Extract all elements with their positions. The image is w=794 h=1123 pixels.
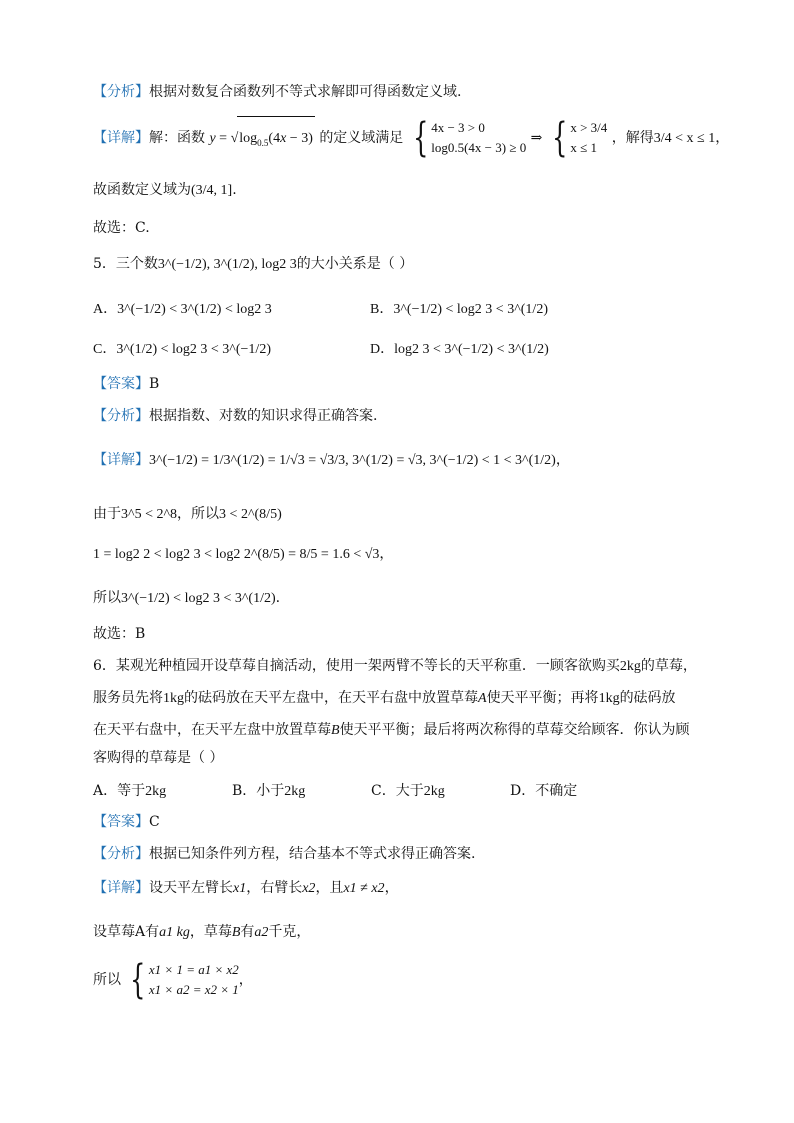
- variable: B: [331, 723, 340, 738]
- detail-text: ，解得: [611, 130, 654, 146]
- detail-line-5d: [93, 588, 280, 609]
- punctuation: .: [232, 182, 237, 198]
- detail-line-6: [93, 878, 399, 899]
- detail-line-5c: [93, 544, 393, 565]
- question-text: 的砝码放在天平左盘中，在天平右盘中放置草莓: [184, 690, 478, 706]
- punctuation: ，: [555, 452, 570, 468]
- option-text: B．小于: [232, 783, 285, 799]
- inequality: 3^(−1/2) < log2 3 < 3^(1/2): [121, 591, 276, 606]
- option-d: D．不确定: [510, 783, 578, 799]
- detail-tag: 【详解】: [93, 130, 149, 146]
- domain-interval: (3/4, 1]: [191, 183, 233, 198]
- variable: x2: [302, 881, 316, 896]
- question-5: [93, 254, 413, 275]
- analysis-tag: 【分析】: [93, 846, 149, 862]
- question-6-line-2: [93, 688, 676, 709]
- choose-line-5: 故选：B: [93, 626, 146, 642]
- option-c: [371, 780, 445, 800]
- detail-text: 设天平左臂长: [149, 880, 233, 896]
- detail-line-5: [93, 450, 570, 471]
- answer-value: B: [149, 376, 160, 392]
- implies-symbol: ⇒: [530, 130, 543, 146]
- equation: 3^(−1/2) = 1/3^(1/2) = 1/√3 = √3/3, 3^(1/2) = √3, 3^(−1/2) < 1 < 3^(1/2): [149, 453, 556, 468]
- option-text: C．大于: [371, 783, 424, 799]
- detail-text: 所以: [93, 590, 121, 606]
- inequality-system-a: { 4x − 3 > 0 log0.5(4x − 3) ≥ 0: [412, 115, 527, 161]
- choose-line-1: 故选：C.: [93, 220, 150, 236]
- analysis-line-6: [93, 844, 475, 864]
- quantity: a1 kg: [159, 925, 190, 940]
- question-6-line-1: [93, 656, 697, 677]
- detail-text: ，草莓: [189, 924, 232, 940]
- answer-line-6: [93, 812, 160, 832]
- variable: x1: [233, 881, 247, 896]
- analysis-text: 根据对数复合函数列不等式求解即可得函数定义域.: [149, 84, 462, 100]
- detail-tag: 【详解】: [93, 452, 149, 468]
- question-text: 的大小关系是（ ）: [296, 256, 414, 272]
- question-6-line-3: [93, 720, 690, 741]
- option-a: [93, 780, 166, 800]
- equation: 1 = log2 2 < log2 3 < log2 2^(8/5) = 8/5 = 1.6 < √3: [93, 547, 380, 562]
- answer-tag: 【答案】: [93, 814, 149, 830]
- quantity: 1kg: [598, 691, 620, 706]
- punctuation: ，: [379, 546, 394, 562]
- system-row: 4x − 3 > 0: [431, 120, 485, 135]
- inequality: 3^5 < 2^8: [121, 507, 178, 522]
- detail-text: ，所以: [177, 506, 220, 522]
- answer-line-5: [93, 374, 159, 394]
- punctuation: ，: [384, 880, 399, 896]
- quantity: 2kg: [423, 784, 445, 799]
- analysis-text: 根据指数、对数的知识求得正确答案.: [149, 408, 378, 424]
- option-text: A．等于: [93, 783, 146, 799]
- question-text: 的砝码放: [619, 690, 676, 706]
- option-b: B．3^(−1/2) < log2 3 < 3^(1/2): [370, 302, 548, 317]
- analysis-tag: 【分析】: [93, 84, 149, 100]
- question-text: 使天平平衡；再将: [486, 690, 599, 706]
- detail-line-1: [93, 116, 729, 161]
- option-a: A．3^(−1/2) < 3^(1/2) < log2 3: [93, 302, 272, 317]
- option-d: D．log2 3 < 3^(−1/2) < 3^(1/2): [370, 342, 549, 357]
- detail-text: 由于: [93, 506, 121, 522]
- quantity: 2kg: [284, 784, 306, 799]
- detail-tag: 【详解】: [93, 880, 149, 896]
- punctuation: ，: [715, 130, 730, 146]
- domain-line: [93, 180, 237, 201]
- detail-text: 解：函数: [149, 130, 205, 146]
- variable: a2: [254, 925, 269, 940]
- system-row: x1 × 1 = a1 × x2: [148, 962, 239, 977]
- solution-range: 3/4 < x ≤ 1: [653, 131, 716, 146]
- quantity: 2kg: [619, 659, 641, 674]
- question-text: 5．三个数: [93, 256, 158, 272]
- question-text: 在天平右盘中，在天平左盘中放置草莓: [93, 722, 331, 738]
- analysis-tag: 【分析】: [93, 408, 149, 424]
- answer-tag: 【答案】: [93, 376, 149, 392]
- detail-text: 设草莓A有: [93, 924, 160, 940]
- question-text: 的草莓，: [640, 658, 697, 674]
- detail-text: 的定义域满足: [319, 130, 404, 146]
- question-text: 服务员先将: [93, 690, 163, 706]
- question-text: 6．某观光种植园开设草莓自摘活动，使用一架两臂不等长的天平称重．一顾客欲购买: [93, 658, 620, 674]
- equation-system: { x1 × 1 = a1 × x2 x1 × a2 = x2 × 1: [130, 957, 239, 1003]
- detail-line-6b: [93, 922, 310, 943]
- inequality: 3 < 2^(8/5): [219, 507, 282, 522]
- question-6-line-4: 客购得的草莓是（ ）: [93, 750, 224, 766]
- system-row: x > 3/4: [570, 120, 608, 135]
- detail-text: ，右臂长: [246, 880, 303, 896]
- function-expression: $y = √\log_{0.5}(4x - 3)$: [209, 131, 314, 146]
- detail-line-5b: [93, 504, 282, 525]
- punctuation: .: [275, 590, 281, 606]
- option-c: C．3^(1/2) < log2 3 < 3^(−1/2): [93, 342, 271, 357]
- quantity: 2kg: [145, 784, 167, 799]
- inequality: x1 ≠ x2: [343, 881, 385, 896]
- quantity: 1kg: [163, 691, 184, 706]
- analysis-line-5: [93, 406, 377, 426]
- question-text: 使天平平衡；最后将两次称得的草莓交给顾客．你认为顾: [339, 722, 690, 738]
- detail-text: ，且: [315, 880, 344, 896]
- variable: B: [231, 925, 241, 940]
- answer-value: C: [149, 814, 160, 830]
- analysis-line-1: [93, 82, 461, 102]
- system-row: x ≤ 1: [570, 140, 597, 155]
- inequality-system-b: { x > 3/4 x ≤ 1: [551, 115, 608, 161]
- detail-line-6c: [93, 958, 253, 1002]
- question-numbers: 3^(−1/2), 3^(1/2), log2 3: [157, 257, 297, 272]
- detail-text: 有: [240, 924, 255, 940]
- system-row: log0.5(4x − 3) ≥ 0: [431, 140, 527, 155]
- option-b: [232, 780, 305, 800]
- variable: A: [478, 691, 487, 706]
- punctuation: ，: [238, 972, 253, 988]
- detail-text: 千克，: [268, 924, 311, 940]
- detail-text: 所以: [93, 972, 121, 988]
- system-row: x1 × a2 = x2 × 1: [148, 982, 239, 997]
- analysis-text: 根据已知条件列方程，结合基本不等式求得正确答案.: [149, 846, 476, 862]
- domain-text: 故函数定义域为: [93, 182, 191, 198]
